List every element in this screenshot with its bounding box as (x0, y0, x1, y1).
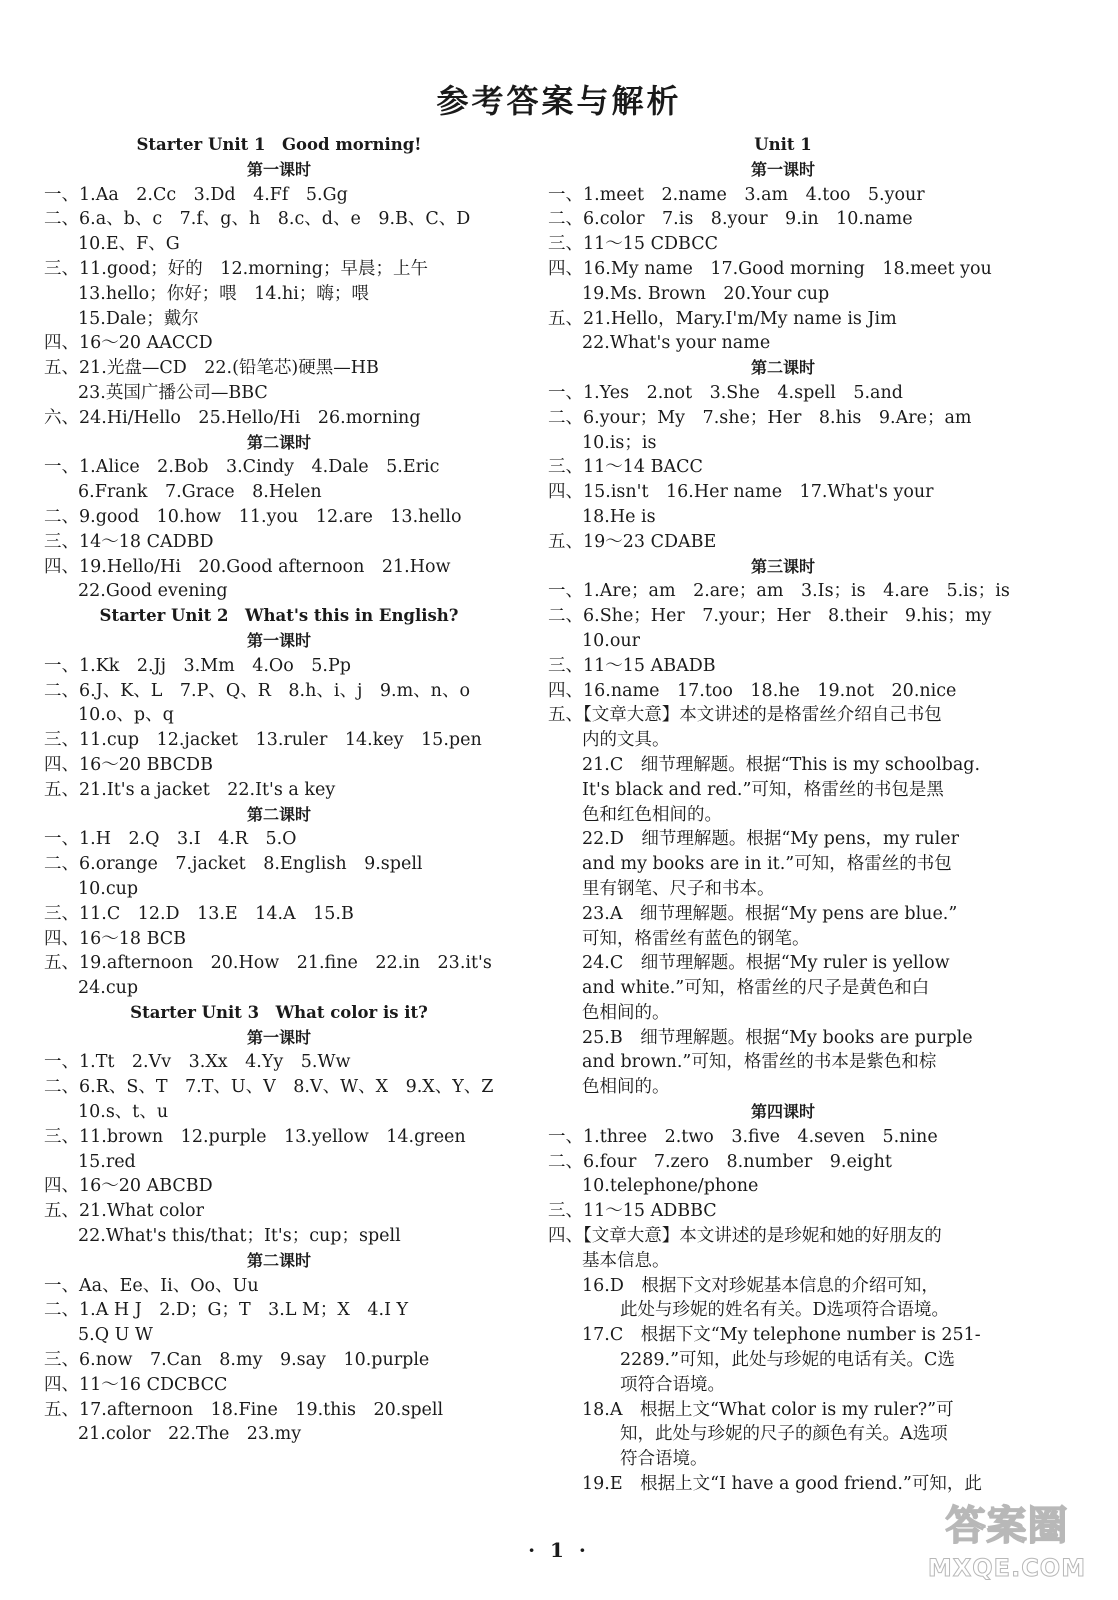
answer-line: 色相间的。 (582, 1002, 670, 1023)
unit-heading: Starter Unit 3 What color is it? (130, 1002, 428, 1022)
answer-line: 15.Dale；戴尔 (78, 308, 199, 329)
answer-line: 10.E、F、G (78, 234, 180, 255)
page-title: 参考答案与解析 (436, 82, 682, 120)
answer-line: 五、21.It's a jacket 22.It's a key (44, 779, 336, 800)
answer-line: 一、1.Tt 2.Vv 3.Xx 4.Yy 5.Ww (44, 1052, 351, 1073)
answer-line: 四、19.Hello/Hi 20.Good afternoon 21.How (44, 556, 451, 577)
answer-line: and brown.”可知，格雷丝的书本是紫色和棕 (582, 1052, 937, 1073)
lesson-heading: 第二课时 (246, 432, 311, 452)
answer-line: 一、1.Are；am 2.are；am 3.Is；is 4.are 5.is；is (548, 581, 1010, 602)
answer-line: 二、6.R、S、T 7.T、U、V 8.V、W、X 9.X、Y、Z (44, 1077, 494, 1098)
answer-line: 19.E 根据上文“I have a good friend.”可知，此 (582, 1474, 982, 1495)
answer-line: 此处与珍妮的姓名有关。D选项符合语境。 (620, 1300, 950, 1321)
answer-line: 基本信息。 (582, 1250, 670, 1271)
answer-line: 一、Aa、Ee、Ii、Oo、Uu (44, 1275, 259, 1296)
watermark-logo-text: 答案圈 (945, 1503, 1069, 1549)
answer-line: 四、16～20 BBCDB (44, 754, 213, 775)
answer-line: 四、15.isn't 16.Her name 17.What's your (548, 482, 934, 503)
answer-line: 10.o、p、q (78, 705, 174, 726)
answer-line: 四、16～20 AACCD (44, 333, 213, 354)
answer-line: 里有钢笔、尺子和书本。 (582, 878, 775, 899)
answer-line: 二、1.A H J 2.D；G；T 3.L M；X 4.I Y (44, 1300, 409, 1321)
lesson-heading: 第四课时 (750, 1102, 815, 1122)
answer-line: 22.What's this/that；It's；cup；spell (78, 1226, 401, 1247)
answer-line: 五、17.afternoon 18.Fine 19.this 20.spell (44, 1399, 444, 1420)
unit-heading: Starter Unit 2 What's this in English? (99, 606, 459, 626)
answer-line: 三、14～18 CADBD (44, 531, 214, 552)
answer-line: 18.He is (582, 506, 656, 527)
answer-line: 19.Ms. Brown 20.Your cup (582, 283, 830, 304)
answer-line: 16.D 根据下文对珍妮基本信息的介绍可知， (582, 1275, 939, 1296)
answer-line: 四、16.name 17.too 18.he 19.not 20.nice (548, 680, 957, 701)
answer-line: 13.hello；你好；喂 14.hi；嗨；喂 (78, 283, 369, 304)
answer-line: 符合语境。 (620, 1449, 708, 1470)
answer-line: 10.is；is (582, 432, 657, 453)
answer-line: 三、11～15 CDBCC (548, 234, 718, 255)
answer-line: 10.cup (78, 878, 139, 899)
page-number: · 1 · (528, 1538, 590, 1562)
answer-line: 三、11.C 12.D 13.E 14.A 15.B (44, 903, 354, 924)
answer-line: 二、9.good 10.how 11.you 12.are 13.hello (44, 506, 462, 527)
answer-line: 21.C 细节理解题。根据“This is my schoolbag. (582, 754, 981, 775)
answer-line: 一、1.meet 2.name 3.am 4.too 5.your (548, 184, 925, 205)
answer-line: 一、1.three 2.two 3.five 4.seven 5.nine (548, 1126, 938, 1147)
answer-line: 四、16～18 BCB (44, 928, 187, 949)
answer-line: 内的文具。 (582, 730, 670, 751)
answer-line: 五、19～23 CDABE (548, 531, 717, 552)
answer-line: 22.What's your name (582, 333, 771, 354)
answer-line: 一、1.Alice 2.Bob 3.Cindy 4.Dale 5.Eric (44, 457, 440, 478)
watermark-url: MXQE.COM (927, 1554, 1087, 1582)
answer-line: 五、【文章大意】本文讲述的是格雷丝介绍自己书包 (548, 705, 942, 726)
answer-line: 三、11～14 BACC (548, 457, 703, 478)
answer-line: 23.英国广播公司—BBC (78, 382, 268, 403)
answer-line: 四、11～16 CDCBCC (44, 1374, 228, 1395)
answer-line: 五、19.afternoon 20.How 21.fine 22.in 23.it's (44, 953, 492, 974)
right-column (548, 133, 1018, 1497)
answer-line: 二、6.orange 7.jacket 8.English 9.spell (44, 854, 423, 875)
answer-line: 23.A 细节理解题。根据“My pens are blue.” (582, 903, 958, 924)
answer-line: 21.color 22.The 23.my (78, 1424, 302, 1445)
answer-line: 二、6.color 7.is 8.your 9.in 10.name (548, 209, 913, 230)
lesson-heading: 第一课时 (246, 1027, 311, 1047)
answer-line: 五、21.Hello，Mary.I'm/My name is Jim (548, 308, 897, 329)
answer-line: 四、16～20 ABCBD (44, 1176, 213, 1197)
answer-line: and white.”可知，格雷丝的尺子是黄色和白 (582, 978, 930, 999)
answer-line: 色和红色相间的。 (582, 804, 722, 825)
answer-line: 二、6.four 7.zero 8.number 9.eight (548, 1151, 892, 1172)
watermark-logo (918, 1500, 1096, 1586)
answer-line: 18.A 根据上文“What color is my ruler?”可 (582, 1399, 954, 1420)
lesson-heading: 第一课时 (750, 159, 815, 179)
answer-line: 二、6.your；My 7.she；Her 8.his 9.Are；am (548, 407, 972, 428)
answer-line: 六、24.Hi/Hello 25.Hello/Hi 26.morning (44, 407, 421, 428)
answer-line: 五、21.What color (44, 1201, 204, 1222)
answer-line: 一、1.H 2.Q 3.I 4.R 5.O (44, 829, 297, 850)
answer-line: 三、11～15 ADBBC (548, 1201, 717, 1222)
answer-line: 四、【文章大意】本文讲述的是珍妮和她的好朋友的 (548, 1226, 942, 1247)
answer-line: 24.cup (78, 978, 139, 999)
answer-line: 三、11.cup 12.jacket 13.ruler 14.key 15.pen (44, 730, 482, 751)
answer-line: 四、16.My name 17.Good morning 18.meet you (548, 258, 992, 279)
answer-line: 2289.”可知，此处与珍妮的电话有关。C选 (620, 1350, 955, 1371)
answer-line: 22.Good evening (78, 581, 228, 602)
lesson-heading: 第三课时 (750, 556, 815, 576)
answer-line: 二、6.J、K、L 7.P、Q、R 8.h、i、j 9.m、n、o (44, 680, 470, 701)
answer-line: 三、11.good；好的 12.morning；早晨；上午 (44, 258, 428, 279)
left-column (44, 133, 514, 1447)
unit-heading: Unit 1 (754, 135, 812, 154)
answer-line: It's black and red.”可知，格雷丝的书包是黑 (582, 779, 944, 800)
answer-line: 17.C 根据下文“My telephone number is 251- (582, 1325, 981, 1346)
answer-line: 二、6.a、b、c 7.f、g、h 8.c、d、e 9.B、C、D (44, 209, 471, 230)
answer-line: 一、1.Yes 2.not 3.She 4.spell 5.and (548, 382, 903, 403)
lesson-heading: 第一课时 (246, 159, 311, 179)
unit-heading: Starter Unit 1 Good morning! (136, 135, 422, 154)
answer-line: 色相间的。 (582, 1077, 670, 1098)
answer-line: 6.Frank 7.Grace 8.Helen (78, 482, 322, 503)
answer-line: 5.Q U W (78, 1325, 153, 1346)
answer-line: 可知，格雷丝有蓝色的钢笔。 (582, 928, 810, 949)
lesson-heading: 第二课时 (246, 804, 311, 824)
answer-line: 10.telephone/phone (582, 1176, 759, 1197)
answer-line: 22.D 细节理解题。根据“My pens，my ruler (582, 829, 959, 850)
answer-line: 一、1.Aa 2.Cc 3.Dd 4.Ff 5.Gg (44, 184, 348, 205)
answer-line: 二、6.She；Her 7.your；Her 8.their 9.his；my (548, 606, 992, 627)
answer-line: 25.B 细节理解题。根据“My books are purple (582, 1027, 973, 1048)
lesson-heading: 第二课时 (246, 1250, 311, 1270)
answer-line: 三、11～15 ABADB (548, 655, 716, 676)
answer-line: 项符合语境。 (620, 1374, 725, 1395)
answer-line: 10.s、t、u (78, 1102, 169, 1123)
answer-line: 三、6.now 7.Can 8.my 9.say 10.purple (44, 1350, 430, 1371)
answer-line: 三、11.brown 12.purple 13.yellow 14.green (44, 1126, 466, 1147)
answer-line: and my books are in it.”可知，格雷丝的书包 (582, 854, 952, 875)
answer-line: 10.our (582, 630, 641, 651)
answer-line: 15.red (78, 1151, 136, 1172)
answer-line: 五、21.光盘—CD 22.(铅笔芯)硬黑—HB (44, 358, 379, 379)
lesson-heading: 第一课时 (246, 630, 311, 650)
answer-line: 知，此处与珍妮的尺子的颜色有关。A选项 (620, 1424, 948, 1445)
lesson-heading: 第二课时 (750, 358, 815, 378)
answer-line: 24.C 细节理解题。根据“My ruler is yellow (582, 953, 950, 974)
answer-line: 一、1.Kk 2.Jj 3.Mm 4.Oo 5.Pp (44, 655, 351, 676)
